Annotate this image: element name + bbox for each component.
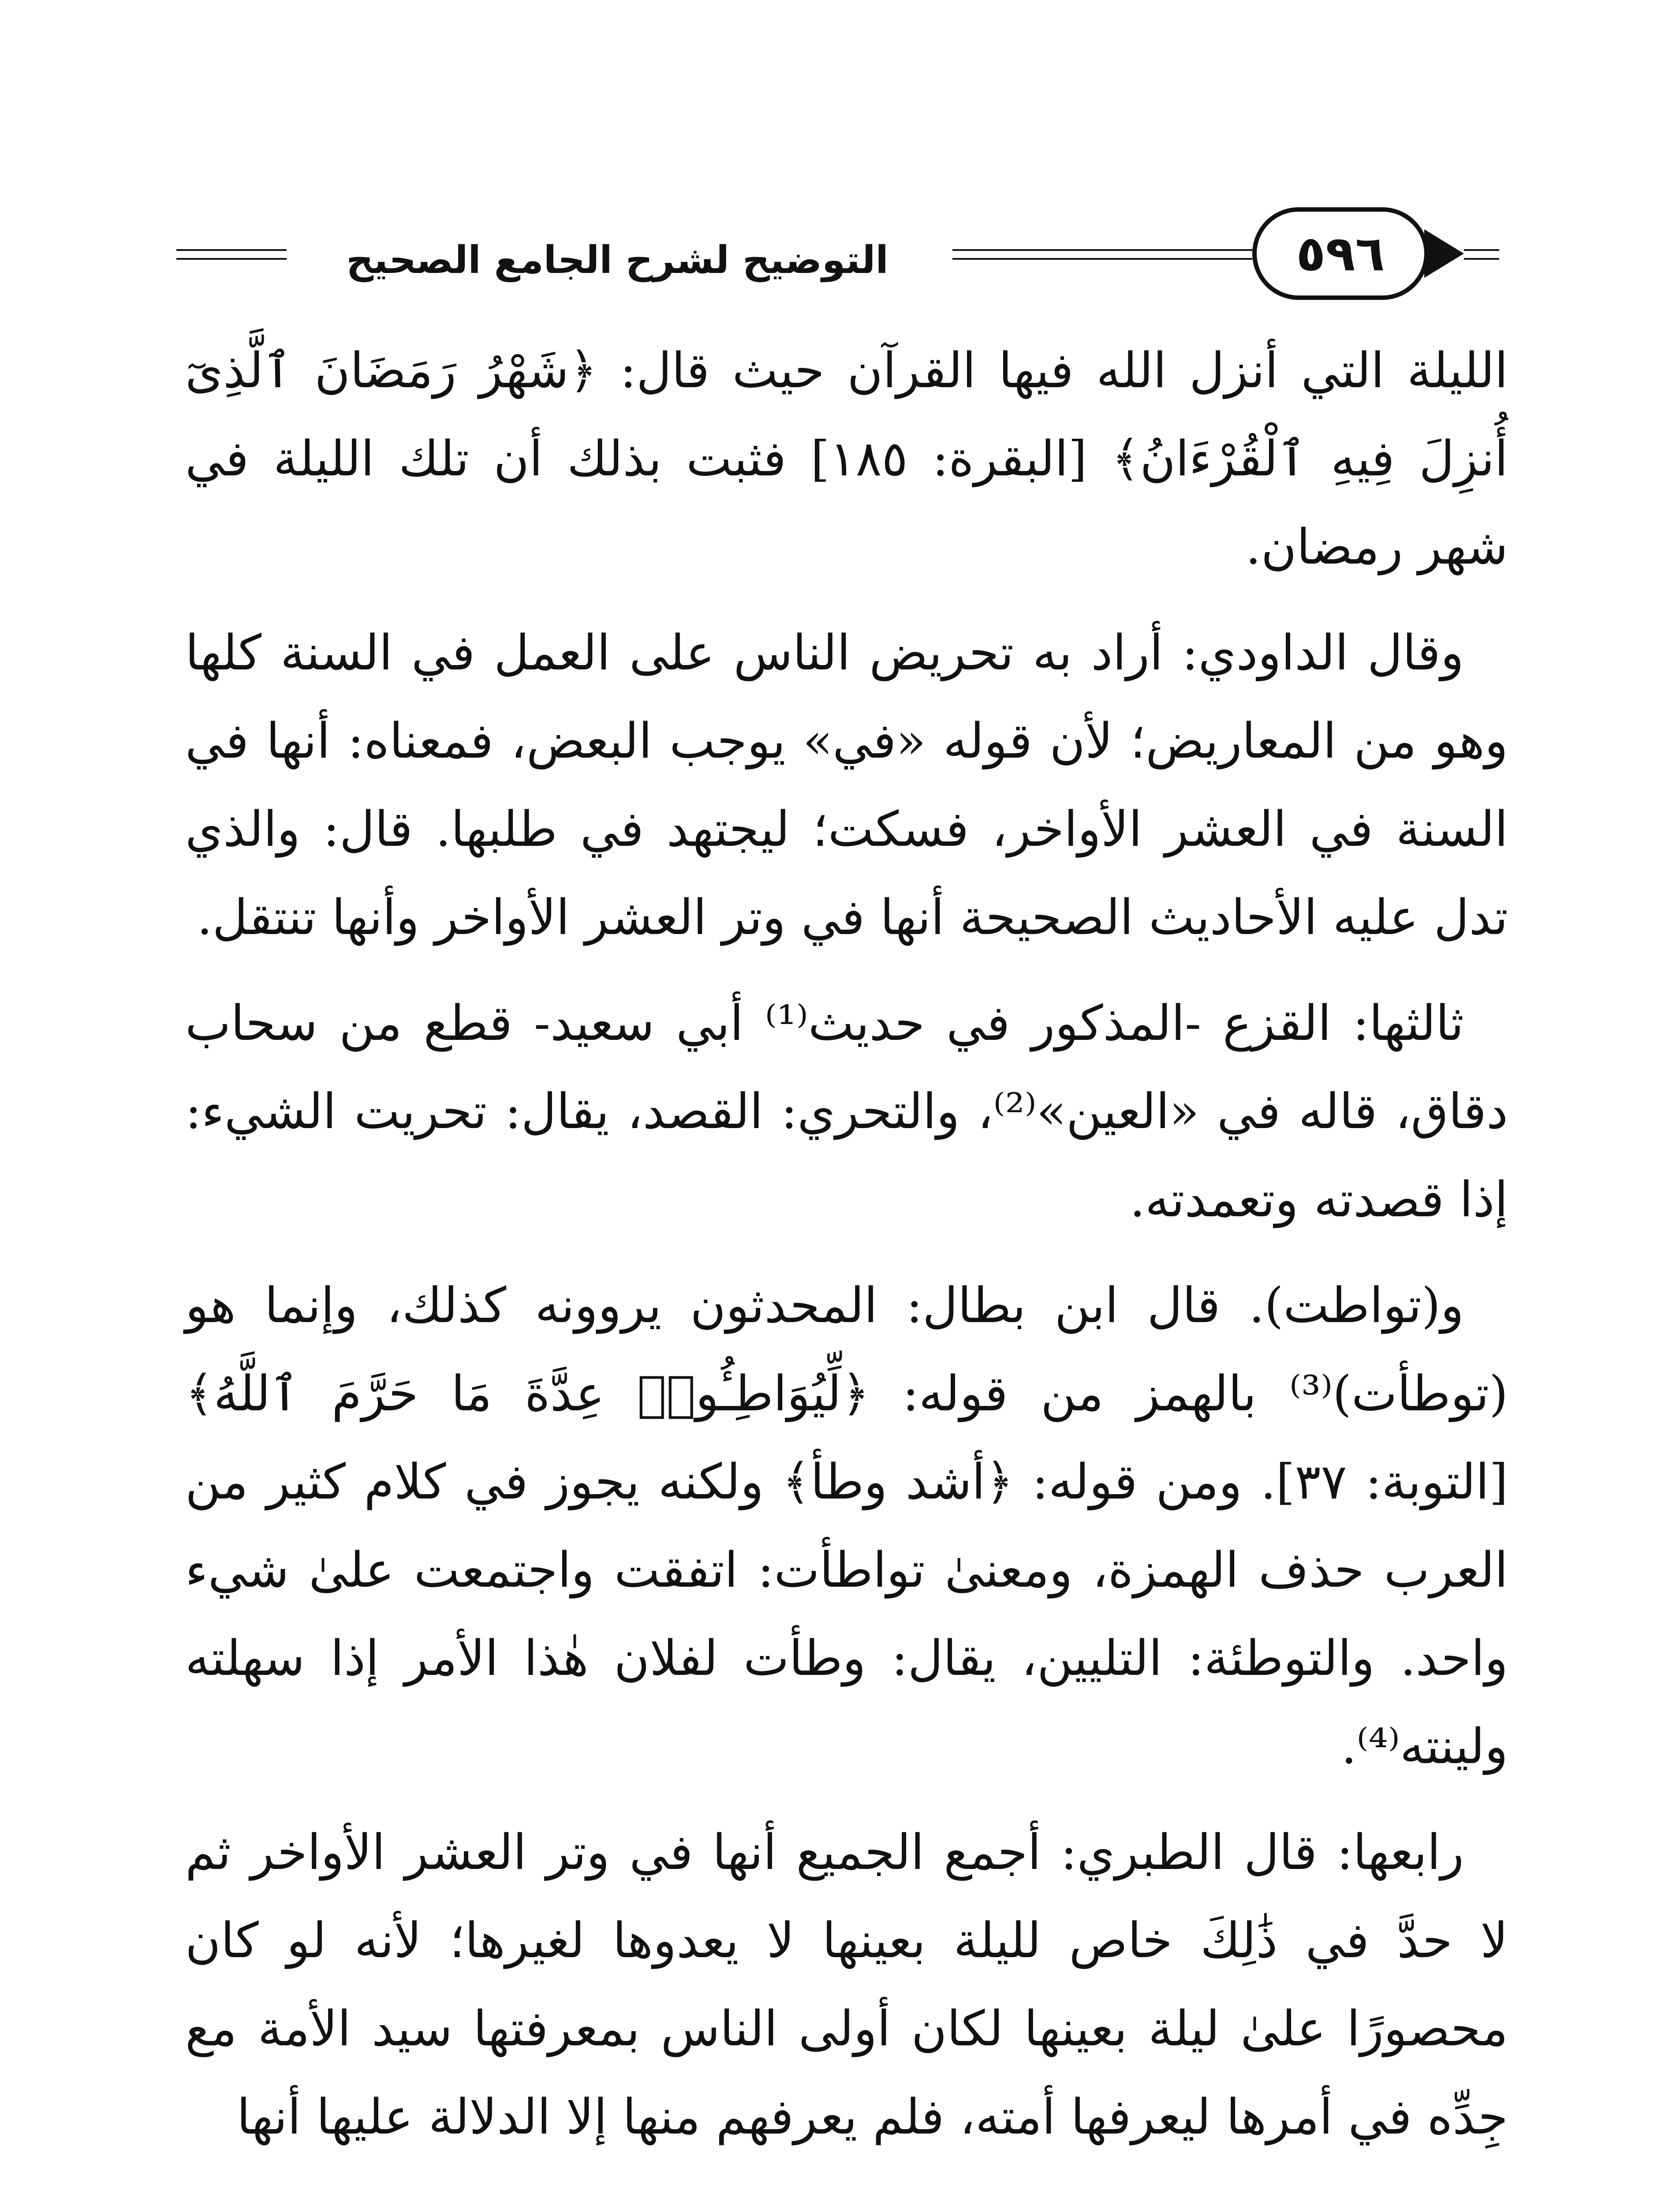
paragraph-4: و(تواطت). قال ابن بطال: المحدثون يروونه كذلك، وإنما هو (توطأت)⁽³⁾ بالهمز من قوله: ﴿لِّيُوَاطِـُٔوا۟ عِدَّةَ مَا حَرَّمَ ٱللَّهُ﴾ [التوبة: ٣٧]. ومن قوله: ﴿أشد وطأ﴾ ولكنه يجوز في كلام كثير من العرب حذف الهمزة، ومعنىٰ تواطأت: اتفقت واجتمعت علىٰ شيء واحد. والتوطئة: التليين، يقال: وطأت لفلان هٰذا الأمر إذا سهلته ولينته⁽⁴⁾. xyxy=(185,1277,1508,1775)
paragraph-2: وقال الداودي: أراد به تحريض الناس على العمل في السنة كلها وهو من المعاريض؛ لأن قوله «في» يوجب البعض، فمعناه: أنها في السنة في العشر الأواخر، فسكت؛ ليجتهد في طلبها. قال: والذي تدل عليه الأحاديث الصحيحة أنها في وتر العشر الأواخر وأنها تنتقل. xyxy=(185,624,1508,946)
badge-arrow-icon xyxy=(1424,229,1464,278)
paragraph-5: رابعها: قال الطبري: أجمع الجميع أنها في وتر العشر الأواخر ثم لا حدَّ في ذَٰلِكَ خاص لليلة بعينها لا يعدوها لغيرها؛ لأنه لو كان محصورًا علىٰ ليلة بعينها لكان أولى الناس بمعرفتها سيد الأمة مع جِدِّه في أمرها ليعرفها أمته، فلم يعرفهم منها إلا الدلالة عليها أنها xyxy=(185,1824,1508,2145)
header-rule-middle-top xyxy=(952,249,1252,251)
main-text xyxy=(185,326,1508,2179)
page-number-badge xyxy=(1252,207,1429,300)
header-rule-middle-bottom xyxy=(952,258,1252,260)
page-number: ٥٩٦ xyxy=(1296,225,1385,282)
paragraph-1: الليلة التي أنزل الله فيها القرآن حيث قال: ﴿شَهْرُ رَمَضَانَ ٱلَّذِىٓ أُنزِلَ فِيهِ ٱلْقُرْءَانُ﴾ [البقرة: ١٨٥] فثبت بذلك أن تلك الليلة في شهر رمضان. xyxy=(185,342,1508,575)
paragraph-3: ثالثها: القزع -المذكور في حديث⁽¹⁾ أبي سعيد- قطع من سحاب دقاق، قاله في «العين»⁽²⁾، والتحري: القصد، يقال: تحريت الشيء: إذا قصدته وتعمدته. xyxy=(185,995,1508,1228)
header-rule-right-top xyxy=(1464,249,1499,251)
running-title: التوضيح لشرح الجامع الصحيح xyxy=(309,238,926,282)
header-rule-left-top xyxy=(176,249,287,251)
header-rule-right-bottom xyxy=(1464,258,1499,260)
page-header xyxy=(176,207,1499,309)
header-rule-left-bottom xyxy=(176,258,287,260)
